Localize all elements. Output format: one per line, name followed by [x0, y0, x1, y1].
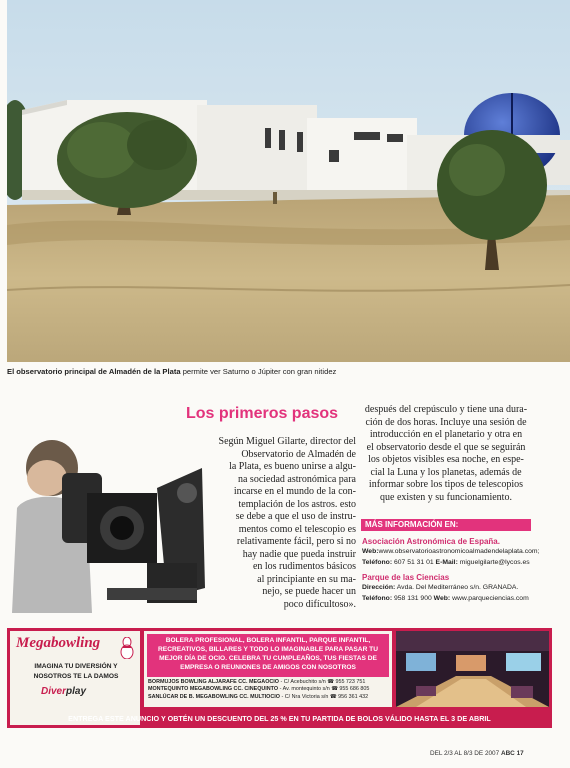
location-row — [148, 686, 390, 693]
location-tel: ☎ 955 686 805 — [329, 686, 370, 693]
diverplay-a: Diver — [41, 686, 67, 697]
caption-rest: permite ver Saturno o Júpiter con gran nitidez — [180, 367, 337, 376]
location-addr: - C/ Nra Victoria s/n — [279, 693, 329, 700]
org2-address — [362, 584, 518, 591]
location-tel: ☎ 956 361 432 — [328, 693, 369, 700]
ad-line: EMPRESA O REUNIONES DE AMIGOS CON NOSOTROS — [180, 664, 356, 671]
text-line: la Plata, es bueno unirse a algu- — [229, 461, 356, 472]
observatory-illustration — [7, 0, 570, 362]
text-line: Según Miguel Gilarte, director del — [218, 436, 356, 447]
text-line: mentos como el telescopio es — [238, 523, 356, 535]
ad-locations — [148, 679, 390, 701]
bowling-alley-illustration — [396, 631, 549, 707]
ad-line: BOLERA PROFESIONAL, BOLERA INFANTIL, PARQUE INFANTIL, — [165, 637, 371, 644]
text-line: Observatorio de Almadén de — [241, 448, 356, 460]
text-line: que existen y su funcionamiento. — [380, 491, 512, 503]
org1-tel: 607 51 31 01 — [393, 559, 434, 566]
slogan-line: IMAGINA TU DIVERSIÓN Y — [34, 663, 118, 670]
ad-slogan — [14, 662, 138, 682]
org2-title: Parque de las Ciencias — [362, 573, 450, 582]
slogan-line: NOSOTROS TE LA DAMOS — [33, 673, 119, 680]
email-label: E-Mail: — [435, 559, 458, 566]
diverplay-logo — [41, 686, 86, 697]
org1-contact — [362, 559, 530, 566]
ad-line: RECREATIVOS, BILLARES Y TODO LO IMAGINABLE PARA PASAR TU — [158, 646, 378, 653]
text-line: introducción en el planetario y otra en — [369, 429, 523, 440]
location-name: MONTEQUINTO MEGABOWLING CC. CINEQUINTO — [148, 686, 279, 693]
bowling-photo — [396, 631, 549, 707]
tel-label: Teléfono: — [362, 559, 393, 566]
bowling-pin-icon — [118, 637, 136, 659]
page-footer — [430, 750, 524, 757]
web-label: Web: — [362, 548, 379, 555]
diverplay-b: play — [66, 686, 87, 697]
org2-contact — [362, 595, 529, 602]
megabowling-ad — [7, 628, 552, 728]
org2-web-link[interactable]: www.parqueciencias.com — [452, 595, 529, 602]
text-line: poco difícultoso». — [283, 598, 356, 610]
org2-dir: Avda. Del Mediterráneo s/n. GRANADA. — [396, 584, 519, 591]
location-name: SANLÚCAR DE B. MEGABOWLING CC. MULTIOCIO — [148, 693, 280, 700]
page-number: 17 — [516, 750, 524, 757]
text-line: na sociedad astronómica para — [237, 473, 356, 485]
text-line: después del crepúsculo y tiene una dura- — [364, 404, 528, 415]
location-tel: ☎ 955 723 751 — [325, 679, 366, 685]
text-line: relativamente fácil, pero si no — [236, 536, 356, 547]
text-line: templación de los astros. esto — [238, 498, 356, 510]
org1-web-link[interactable]: www.observatorioastronomicoalmadendelaplata.com; — [378, 548, 540, 555]
caption-bold: El observatorio principal de Almadén de la Plata — [7, 367, 181, 376]
ad-description — [147, 634, 389, 677]
location-row — [148, 679, 390, 686]
location-addr: - C/ Acebuchito s/n — [278, 679, 326, 685]
org2-name — [362, 573, 449, 582]
more-info-header: MÁS INFORMACIÓN EN: — [361, 519, 531, 531]
text-line: nejo, se puede hacer un — [262, 586, 356, 597]
org1-title: Asociación Astronómica de España. — [362, 537, 500, 546]
observatory-photo — [7, 0, 570, 362]
text-line: en los rudimentos básicos — [252, 561, 356, 572]
org1-email[interactable]: miguelgilarte@lycos.es — [459, 559, 530, 566]
megabowling-logo: Megabowling — [16, 635, 101, 651]
ad-offer: ENTREGA ESTE ANUNCIO Y OBTÉN UN DESCUENTO DEL 25 % EN TU PARTIDA DE BOLOS VÁLIDO HASTA EL 3 DE ABRIL — [68, 714, 491, 723]
org2-tel: 958 131 900 — [393, 595, 432, 602]
location-addr: - Av. montequinto s/n — [278, 686, 330, 693]
issue-date: DEL 2/3 AL 8/3 DE 2007 — [430, 750, 500, 757]
web-label: Web: — [433, 595, 451, 602]
publication: ABC — [500, 750, 515, 757]
text-line: se debe a que el uso de instru- — [235, 511, 356, 522]
article-column-right — [362, 404, 530, 504]
location-name: BORMUJOS BOWLING ALJARAFE CC. MEGAOCIO — [148, 679, 279, 685]
text-line: ción de dos horas. Incluye una sesión de — [365, 416, 527, 428]
article-title: Los primeros pasos — [186, 405, 339, 422]
text-line: hay nadie que pueda instruir — [242, 548, 356, 560]
text-line: el observatorio desde el que se seguirán — [366, 441, 526, 453]
org1-name — [362, 537, 500, 546]
text-line: al principiante en su ma- — [257, 573, 356, 585]
text-line: incarse en el mundo de la con- — [233, 486, 356, 497]
text-line: los objetos visibles esa noche, en espe- — [368, 454, 524, 465]
ad-line: MEJOR DÍA DE OCIO. CELEBRA TU CUMPLEAÑOS, TUS FIESTAS DE — [159, 655, 377, 662]
tel-label: Teléfono: — [362, 595, 393, 602]
text-line: cial la Luna y los planetas, además de — [370, 466, 522, 478]
location-row — [148, 694, 390, 701]
article-column-left — [150, 436, 356, 611]
ad-info-panel — [144, 631, 392, 707]
org1-web — [362, 548, 539, 555]
photo-caption — [7, 367, 567, 376]
text-line: informar sobre los tipos de telescopios — [368, 479, 524, 490]
dir-label: Dirección: — [362, 584, 396, 591]
